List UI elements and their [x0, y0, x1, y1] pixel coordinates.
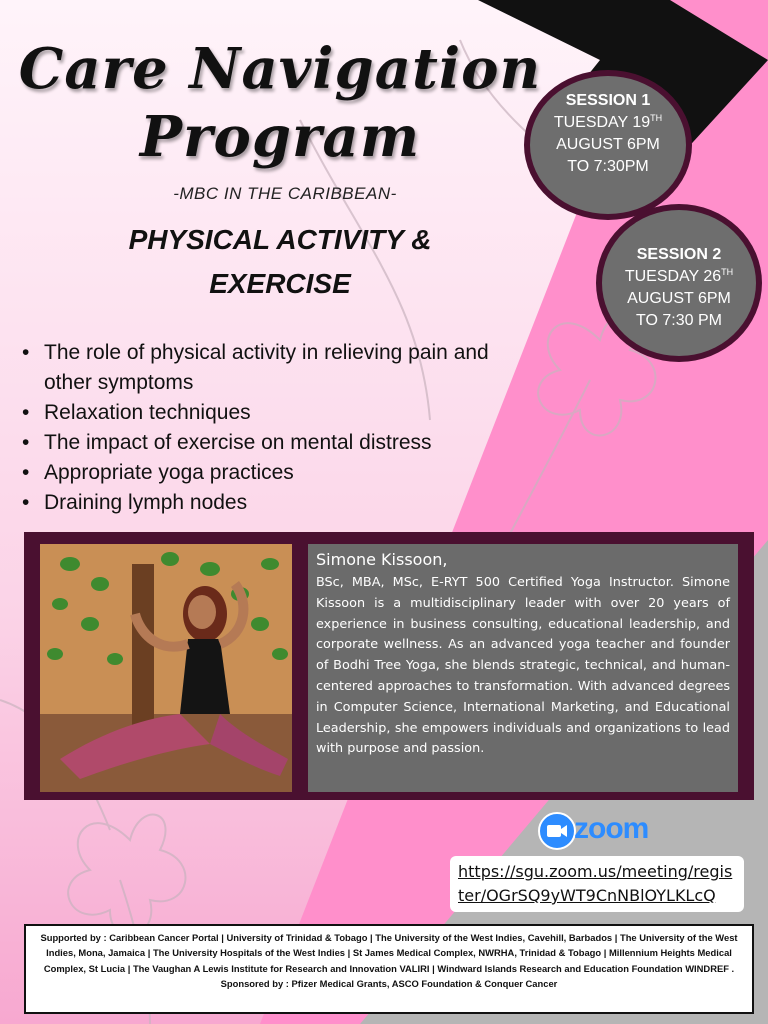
bullet-icon: • [22, 461, 30, 484]
program-subtitle: -MBC IN THE CARIBBEAN- [173, 184, 397, 203]
list-item [22, 428, 542, 458]
zoom-logo-text: zoom [574, 812, 649, 845]
session-label: SESSION 1 [565, 92, 651, 109]
speaker-name: Simone Kissoon, [316, 550, 448, 569]
session-time-line2: TO 7:30 PM [636, 312, 722, 329]
list-item [22, 338, 542, 398]
zoom-link-line2[interactable]: ter/OGrSQ9yWT9CnNBlOYLKLcQ [458, 886, 716, 905]
list-item-text: Relaxation techniques [44, 401, 251, 424]
session-time-line1: AUGUST 6PM [627, 290, 731, 307]
zoom-link-line1[interactable]: https://sgu.zoom.us/meeting/regis [458, 862, 733, 881]
topic-heading-line2: EXERCISE [209, 268, 351, 299]
zoom-registration-link[interactable] [450, 856, 744, 912]
list-item-text: The impact of exercise on mental distress [44, 431, 432, 454]
session-day-line [602, 266, 756, 288]
sponsored-by-text: Sponsored by : Pfizer Medical Grants, ASCO Foundation & Conquer Cancer [220, 978, 558, 990]
zoom-logo [538, 812, 678, 852]
session-day-line [530, 112, 686, 134]
session-time-line2: TO 7:30PM [567, 158, 649, 175]
session-day-ordinal: TH [721, 267, 734, 277]
list-item-text: The role of physical activity in relieving pain and other symptoms [44, 341, 489, 394]
speaker-bio-text: BSc, MBA, MSc, E-RYT 500 Certified Yoga Instructor. Simone Kissoon is a multidisciplinary leader with over 20 years of experience in business consulting, educational leadership, and corporate wellness. As an advanced yoga teacher and founder of Bodhi Tree Yoga, she blends strategic, technical, and human-centered approaches to transformation. With advanced degrees in Computer Science, International Marketing, and Educational Leadership, she empowers individuals and organizations to lead with purpose and passion. [316, 575, 730, 757]
speaker-bio-box [308, 544, 738, 792]
session-day: TUESDAY 26 [624, 268, 722, 285]
list-item [22, 398, 542, 428]
bullet-icon: • [22, 431, 30, 454]
session-time-line1: AUGUST 6PM [556, 136, 660, 153]
session-day: TUESDAY 19 [553, 114, 651, 131]
session-2-badge [596, 204, 762, 362]
program-title-line2: Program [139, 104, 421, 170]
bullet-icon: • [22, 491, 30, 514]
program-title-line1: Care Navigation [18, 36, 542, 102]
speaker-photo-illustration [40, 544, 292, 792]
sponsors-footer [24, 924, 754, 1014]
zoom-camera-icon [538, 812, 576, 850]
list-item-text: Appropriate yoga practices [44, 461, 294, 484]
list-item [22, 458, 542, 488]
session-day-ordinal: TH [650, 113, 663, 123]
bullet-icon: • [22, 341, 30, 364]
list-item [22, 488, 542, 518]
topics-bullet-list [22, 338, 542, 518]
session-1-badge [524, 70, 692, 220]
speaker-photo [40, 544, 292, 792]
session-label: SESSION 2 [636, 246, 722, 263]
bullet-icon: • [22, 401, 30, 424]
supported-by-text: Supported by : Caribbean Cancer Portal | University of Trinidad & Tobago | The University of the West Indies, Cavehill, Barbados | The University of the West Indies, Mona, Jamaica | The University Hospitals of the West Indies | St James Medical Complex, NWRHA, Trinidad & Tobago | Millennium Heights Medical Complex, St Lucia | The Vaughan A Lewis Institute for Research and Innovation VALIRI | Windward Islands Research and Education Foundation WINDREF . [40, 932, 738, 974]
list-item-text: Draining lymph nodes [44, 491, 248, 514]
topic-heading-line1: PHYSICAL ACTIVITY & [128, 224, 432, 255]
